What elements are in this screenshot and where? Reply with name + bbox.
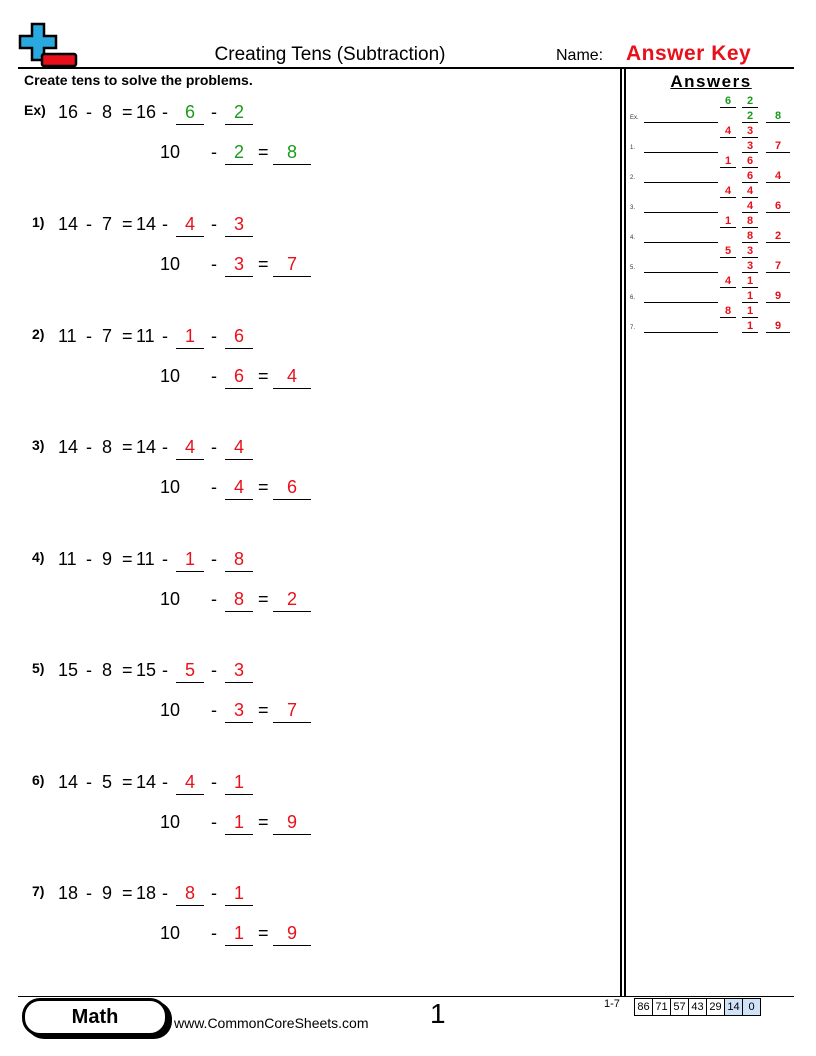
minus-sign: -	[211, 477, 217, 497]
minus-sign: -	[86, 326, 92, 346]
minus-sign: -	[211, 326, 217, 346]
ten-value: 10	[160, 589, 181, 609]
split2-repeat-answer: 3	[225, 700, 253, 723]
split1-answer: 8	[176, 883, 204, 906]
result-answer: 9	[273, 923, 311, 946]
split2-answer: 8	[225, 549, 253, 572]
equals-sign: =	[258, 254, 269, 274]
answer-key-result: 7	[766, 140, 790, 153]
problem-b: 9	[102, 549, 113, 569]
equals-sign: =	[122, 326, 133, 346]
result-answer: 7	[273, 254, 311, 277]
minus-sign: -	[211, 923, 217, 943]
plus-minus-logo-icon	[18, 22, 78, 70]
footer-divider	[18, 996, 794, 997]
problem-a-repeat: 11	[136, 326, 155, 346]
answer-key-split1: 4	[720, 125, 736, 138]
split2-answer: 1	[225, 772, 253, 795]
split2-answer: 1	[225, 883, 253, 906]
answers-heading: Answers	[670, 72, 752, 91]
result-answer: 6	[273, 477, 311, 500]
problem-a: 14	[58, 437, 79, 457]
minus-sign: -	[162, 883, 168, 903]
problem-label: 5)	[32, 660, 45, 676]
minus-sign: -	[86, 102, 92, 122]
equals-sign: =	[122, 772, 133, 792]
answer-key-split1: 4	[720, 275, 736, 288]
name-label: Name:	[556, 47, 604, 64]
answer-key-split2-repeat: 3	[742, 260, 758, 273]
answer-key-label: 5.	[630, 265, 636, 271]
ten-value: 10	[160, 700, 181, 720]
problem-label: 6)	[32, 772, 45, 788]
split2-answer: 4	[225, 437, 253, 460]
answer-key-label: 1.	[630, 145, 636, 151]
equals-sign: =	[258, 923, 269, 943]
header-divider	[18, 67, 794, 69]
problem	[0, 879, 620, 969]
minus-sign: -	[211, 102, 217, 122]
problem-b: 8	[102, 660, 113, 680]
minus-sign: -	[86, 772, 92, 792]
answer-key-line	[644, 302, 718, 303]
answer-key-row	[630, 215, 794, 245]
answer-key-split2-repeat: 1	[742, 320, 758, 333]
score-cell: 43	[689, 999, 707, 1015]
answer-key-result: 9	[766, 290, 790, 303]
answer-key-split2: 3	[742, 245, 758, 258]
problem-a: 14	[58, 214, 79, 234]
math-brand-badge: Math	[22, 998, 168, 1036]
equals-sign: =	[122, 660, 133, 680]
answer-key-row	[630, 125, 794, 155]
result-answer: 8	[273, 142, 311, 165]
answer-key-line	[644, 212, 718, 213]
split1-answer: 1	[176, 549, 204, 572]
minus-sign: -	[211, 142, 217, 162]
split2-repeat-answer: 2	[225, 142, 253, 165]
problem-label: Ex)	[24, 102, 46, 118]
answer-key-label: 7.	[630, 325, 636, 331]
minus-sign: -	[162, 214, 168, 234]
answer-key-result: 6	[766, 200, 790, 213]
answer-key-line	[644, 182, 718, 183]
answer-key-row	[630, 275, 794, 305]
problem-b: 7	[102, 326, 113, 346]
problem	[0, 433, 620, 523]
problem-a: 11	[58, 326, 77, 346]
score-cell: 14	[725, 999, 743, 1015]
problem	[0, 656, 620, 746]
answer-key-result: 4	[766, 170, 790, 183]
answer-key-label: 2.	[630, 175, 636, 181]
split1-answer: 6	[176, 102, 204, 125]
answer-key-split2-repeat: 8	[742, 230, 758, 243]
column-divider	[620, 69, 622, 996]
equals-sign: =	[122, 549, 133, 569]
answer-key-label: 3.	[630, 205, 636, 211]
minus-sign: -	[162, 660, 168, 680]
answer-key-split2-repeat: 2	[742, 110, 758, 123]
minus-sign: -	[211, 254, 217, 274]
answer-key-split2: 2	[742, 95, 758, 108]
problem-b: 7	[102, 214, 113, 234]
answer-key-row	[630, 95, 794, 125]
page-number: 1	[430, 998, 446, 1029]
equals-sign: =	[122, 102, 133, 122]
split1-answer: 4	[176, 437, 204, 460]
score-cell: 71	[653, 999, 671, 1015]
problem-b: 5	[102, 772, 113, 792]
split2-answer: 3	[225, 660, 253, 683]
result-answer: 7	[273, 700, 311, 723]
minus-sign: -	[86, 437, 92, 457]
problem-a-repeat: 14	[136, 437, 157, 457]
answer-key-row	[630, 185, 794, 215]
problem-a-repeat: 16	[136, 102, 157, 122]
answer-key-line	[644, 242, 718, 243]
equals-sign: =	[122, 214, 133, 234]
problem	[0, 768, 620, 858]
split2-repeat-answer: 6	[225, 366, 253, 389]
ten-value: 10	[160, 254, 181, 274]
answer-key-split2: 1	[742, 275, 758, 288]
problem-a: 18	[58, 883, 79, 903]
split1-answer: 1	[176, 326, 204, 349]
minus-sign: -	[162, 326, 168, 346]
result-answer: 4	[273, 366, 311, 389]
split2-answer: 6	[225, 326, 253, 349]
result-answer: 2	[273, 589, 311, 612]
minus-sign: -	[211, 883, 217, 903]
minus-sign: -	[211, 437, 217, 457]
answer-key-split2-repeat: 6	[742, 170, 758, 183]
ten-value: 10	[160, 477, 181, 497]
answer-key-split1: 8	[720, 305, 736, 318]
answer-key-result: 2	[766, 230, 790, 243]
minus-sign: -	[86, 883, 92, 903]
equals-sign: =	[122, 883, 133, 903]
problem-label: 1)	[32, 214, 45, 230]
answer-key-split2-repeat: 3	[742, 140, 758, 153]
split2-answer: 3	[225, 214, 253, 237]
problem-b: 8	[102, 102, 113, 122]
problem-label: 7)	[32, 883, 45, 899]
problem-a-repeat: 11	[136, 549, 155, 569]
answer-key-line	[644, 272, 718, 273]
result-answer: 9	[273, 812, 311, 835]
answer-key-split2: 3	[742, 125, 758, 138]
score-cell: 29	[707, 999, 725, 1015]
equals-sign: =	[258, 366, 269, 386]
answer-key-result: 7	[766, 260, 790, 273]
minus-sign: -	[211, 366, 217, 386]
score-table	[634, 998, 761, 1016]
problem-a: 11	[58, 549, 77, 569]
split2-repeat-answer: 1	[225, 812, 253, 835]
answer-key-split1: 6	[720, 95, 736, 108]
column-divider-inner	[624, 69, 626, 996]
answer-key-line	[644, 122, 718, 123]
answer-key-split1: 4	[720, 185, 736, 198]
minus-sign: -	[162, 549, 168, 569]
answer-key-label: 4.	[630, 235, 636, 241]
ten-value: 10	[160, 366, 181, 386]
answer-key-result: 9	[766, 320, 790, 333]
problem-b: 9	[102, 883, 113, 903]
score-cell: 57	[671, 999, 689, 1015]
problem-a: 15	[58, 660, 79, 680]
problem	[0, 545, 620, 635]
answer-key-label: 6.	[630, 295, 636, 301]
answer-key-split2: 8	[742, 215, 758, 228]
problem-label: 4)	[32, 549, 45, 565]
ten-value: 10	[160, 812, 181, 832]
minus-sign: -	[86, 549, 92, 569]
answer-key-split2-repeat: 4	[742, 200, 758, 213]
problem	[0, 210, 620, 300]
problem-a-repeat: 18	[136, 883, 157, 903]
minus-sign: -	[86, 660, 92, 680]
split2-repeat-answer: 4	[225, 477, 253, 500]
minus-sign: -	[211, 660, 217, 680]
equals-sign: =	[258, 142, 269, 162]
problem-label: 2)	[32, 326, 45, 342]
page-title: Creating Tens (Subtraction)	[214, 44, 446, 65]
minus-sign: -	[211, 772, 217, 792]
problem-b: 8	[102, 437, 113, 457]
answer-key-split2: 6	[742, 155, 758, 168]
problem-label: 3)	[32, 437, 45, 453]
problem-a-repeat: 14	[136, 214, 157, 234]
minus-sign: -	[211, 549, 217, 569]
minus-sign: -	[211, 589, 217, 609]
score-cell: 86	[635, 999, 653, 1015]
minus-sign: -	[211, 700, 217, 720]
equals-sign: =	[258, 477, 269, 497]
problem	[0, 322, 620, 412]
equals-sign: =	[258, 700, 269, 720]
answer-key-split1: 5	[720, 245, 736, 258]
instructions: Create tens to solve the problems.	[24, 72, 253, 88]
answer-key-label: Ex.	[630, 115, 639, 121]
answer-key-line	[644, 152, 718, 153]
minus-sign: -	[162, 102, 168, 122]
split1-answer: 4	[176, 214, 204, 237]
answer-key-row	[630, 245, 794, 275]
minus-sign: -	[211, 812, 217, 832]
answer-key-split1: 1	[720, 215, 736, 228]
minus-sign: -	[86, 214, 92, 234]
split2-repeat-answer: 1	[225, 923, 253, 946]
answer-key-split2: 4	[742, 185, 758, 198]
answer-key-split1: 1	[720, 155, 736, 168]
problem-a: 16	[58, 102, 79, 122]
site-url: www.CommonCoreSheets.com	[174, 1015, 369, 1031]
ten-value: 10	[160, 923, 181, 943]
equals-sign: =	[258, 589, 269, 609]
minus-sign: -	[211, 214, 217, 234]
equals-sign: =	[258, 812, 269, 832]
minus-sign: -	[162, 437, 168, 457]
answer-key-result: 8	[766, 110, 790, 123]
problem-a: 14	[58, 772, 79, 792]
split1-answer: 4	[176, 772, 204, 795]
answer-key-split2: 1	[742, 305, 758, 318]
split1-answer: 5	[176, 660, 204, 683]
answer-key-row	[630, 305, 794, 335]
split2-answer: 2	[225, 102, 253, 125]
problem-a-repeat: 15	[136, 660, 157, 680]
ten-value: 10	[160, 142, 181, 162]
score-cell: 0	[743, 999, 760, 1015]
equals-sign: =	[122, 437, 133, 457]
split2-repeat-answer: 3	[225, 254, 253, 277]
minus-sign: -	[162, 772, 168, 792]
split2-repeat-answer: 8	[225, 589, 253, 612]
problem	[0, 98, 620, 188]
problem-a-repeat: 14	[136, 772, 157, 792]
score-range: 1-7	[604, 998, 620, 1010]
answer-key-split2-repeat: 1	[742, 290, 758, 303]
answer-key-row	[630, 155, 794, 185]
answer-key-label: Answer Key	[626, 42, 752, 65]
answer-key-line	[644, 332, 718, 333]
